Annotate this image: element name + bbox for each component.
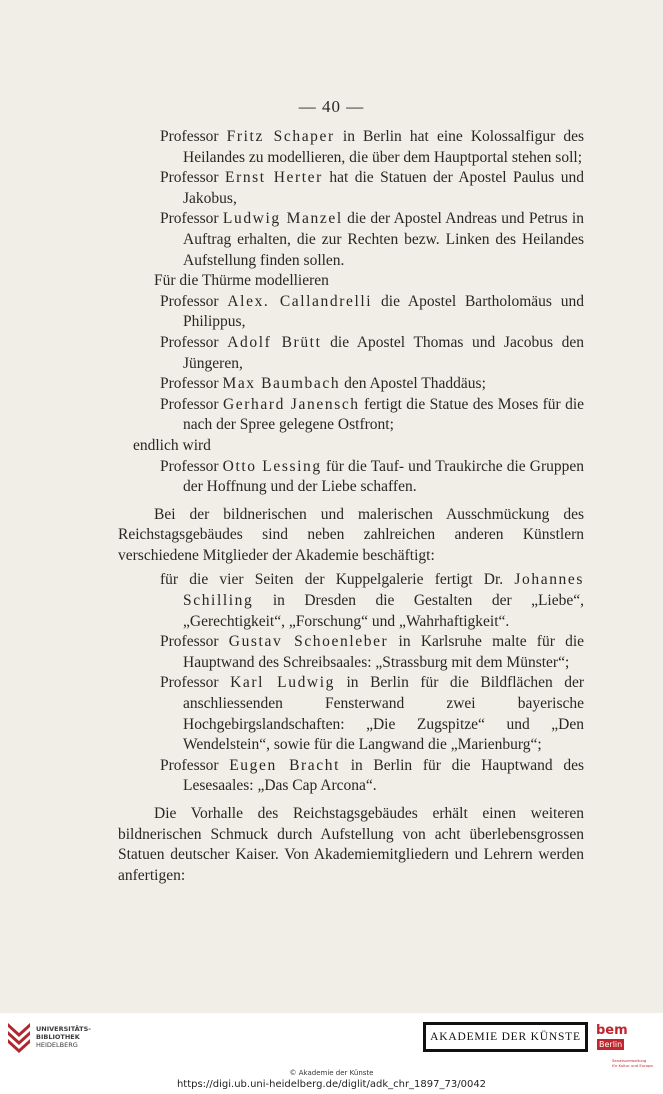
artist-name: Otto Lessing [222, 457, 322, 475]
artist-name: Johannes Schilling [183, 571, 585, 610]
entry-prefix: Professor [160, 292, 219, 310]
berlin-senate-logo[interactable] [596, 1021, 654, 1068]
artist-name: Gustav Schoenleber [228, 633, 389, 651]
entry-prefix: Professor [160, 395, 219, 413]
entry-prefix: Professor [160, 633, 219, 651]
entry-prefix: Professor [160, 674, 219, 692]
finally-line: endlich wird [133, 436, 211, 454]
bem-wordmark: bem [596, 1023, 628, 1038]
akademie-label: AKADEMIE DER KÜNSTE [426, 1025, 585, 1049]
towers-line: Für die Thürme modellieren [154, 272, 329, 290]
paragraph-decoration: Bei der bildnerischen und malerischen Ausschmückung des Reichstagsgebäudes sind neben zahlreichen anderen Künstlern verschiedene Mitglieder der Akademie beschäftigt: [118, 505, 584, 564]
entry-text: die Apostel Thomas und Jacobus den Jüngeren, [183, 333, 585, 372]
artist-entry [160, 457, 584, 498]
page-number: — 40 — [298, 97, 365, 116]
entry-prefix: Professor [160, 333, 219, 351]
entry-text: in Berlin für die Bildflächen der anschliessenden Fensterwand zwei bayerische Hochgebirgslandschaften: „Die Zugspitze“ und „Den Wendelstein“, sowie für die Langwand die „Marienburg“; [183, 674, 585, 754]
entry-text: in Dresden die Gestalten der „Liebe“, „Gerechtigkeit“, „Forschung“ und „Wahrhaftigkeit“. [183, 592, 584, 630]
entry-text: in Karlsruhe malte für die Hauptwand des Schreibsaales: „Strassburg mit dem Münster“; [183, 633, 585, 671]
entry-prefix: für die vier Seiten der Kuppelgalerie fertigt Dr. [160, 571, 504, 589]
entry-text: die der Apostel Andreas und Petrus in Auftrag erhalten, die zur Rechten bezw. Linken des Heilandes Aufstellung finden sollen. [183, 210, 584, 269]
artist-entry [160, 292, 584, 333]
artist-name: Eugen Bracht [229, 756, 341, 774]
entry-prefix: Professor [160, 756, 219, 774]
entry-text: für die Tauf- und Traukirche die Gruppen der Hoffnung und der Liebe schaffen. [183, 457, 585, 496]
entry-text: hat die Statuen der Apostel Paulus und Jakobus, [183, 169, 585, 207]
artist-name: Alex. Callandrelli [227, 292, 373, 310]
entry-text: in Berlin für die Hauptwand des Lesesaales: „Das Cap Arcona“. [183, 756, 584, 795]
university-library-logo[interactable] [6, 1021, 32, 1055]
body-text [118, 127, 584, 886]
artist-entry [160, 570, 584, 632]
berlin-tag: Berlin [599, 1040, 623, 1049]
artist-name: Karl Ludwig [230, 674, 335, 692]
artist-entry [160, 333, 584, 374]
artist-entry [160, 673, 584, 755]
artist-name: Gerhard Janensch [222, 395, 360, 413]
university-library-name[interactable]: UNIVERSITÄTS- BIBLIOTHEK HEIDELBERG [36, 1025, 91, 1049]
akademie-logo[interactable] [423, 1022, 588, 1052]
artist-entry [160, 632, 584, 673]
artist-entry [160, 168, 584, 209]
artist-entry [160, 374, 584, 395]
artist-name: Ernst Herter [225, 169, 323, 187]
entry-text: den Apostel Thaddäus; [340, 375, 486, 393]
artist-name: Fritz Schaper [226, 128, 335, 145]
copyright-notice: © Akademie der Künste [289, 1069, 374, 1077]
entry-prefix: Professor [160, 457, 219, 475]
artist-entry [160, 127, 584, 168]
entry-prefix: Professor [160, 375, 219, 393]
artist-entry [160, 209, 584, 271]
artist-name: Max Baumbach [222, 375, 341, 393]
entry-text: die Apostel Bartholomäus und Philippus, [183, 292, 585, 331]
paragraph-vestibule: Die Vorhalle des Reichstagsgebäudes erhält einen weiteren bildnerischen Schmuck durch Aufstellung von acht überlebensgrossen Statuen deutscher Kaiser. Von Akademiemitgliedern und Lehrern werden anfertigen: [118, 805, 584, 884]
senate-subline: Senatsverwaltung für Kultur und Europa [612, 1058, 653, 1068]
artist-name: Adolf Brütt [227, 333, 322, 351]
entry-text: fertigt die Statue des Moses für die nach der Spree gelegene Ostfront; [183, 395, 585, 434]
artist-entry [160, 756, 584, 797]
artist-name: Ludwig Manzel [222, 210, 343, 228]
footer-bar [0, 1013, 663, 1094]
entry-text: in Berlin hat eine Kolossalfigur des Heilandes zu modellieren, die über dem Hauptportal stehen soll; [183, 128, 585, 166]
entry-prefix: Professor [160, 128, 219, 145]
source-url-link[interactable]: https://digi.ub.uni-heidelberg.de/diglit/adk_chr_1897_73/0042 [176, 1079, 487, 1090]
entry-prefix: Professor [160, 210, 219, 228]
entry-prefix: Professor [160, 169, 219, 187]
artist-entry [160, 395, 584, 436]
